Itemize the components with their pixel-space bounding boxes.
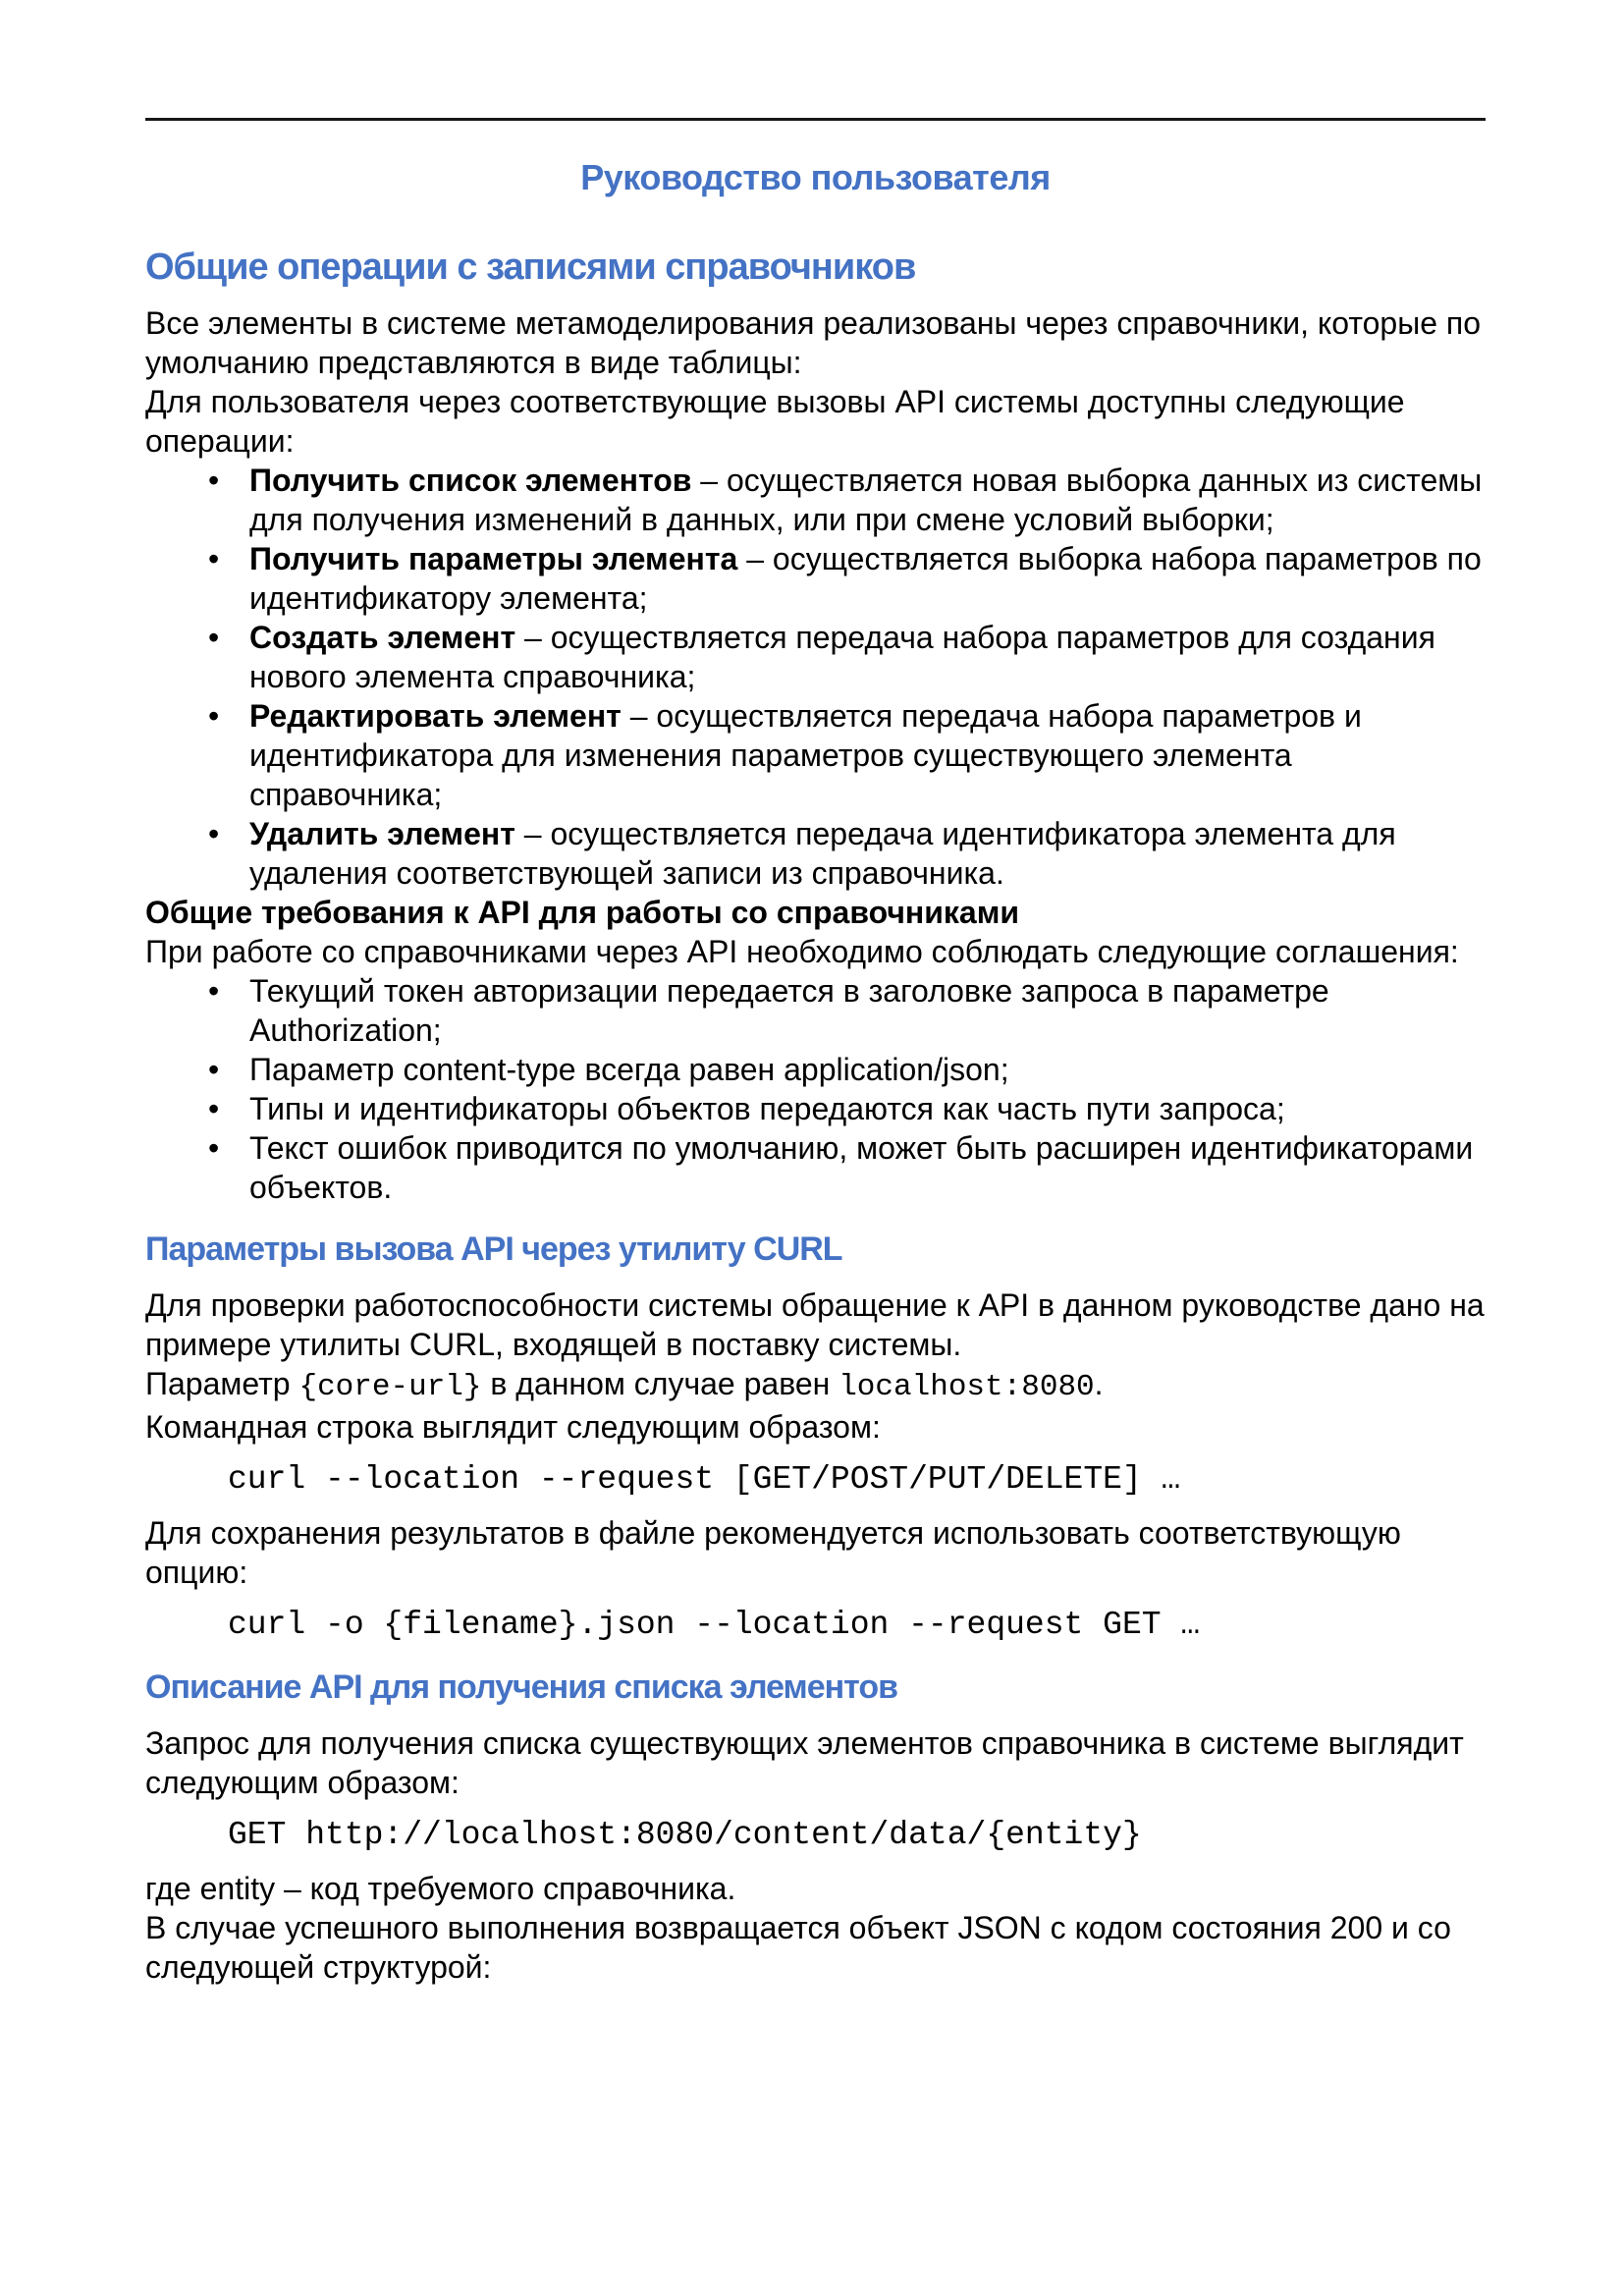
api-requirements-heading: Общие требования к API для работы со справочниками <box>145 895 1020 930</box>
code-curl-save-to-file: curl -o {filename}.json --location --request GET … <box>228 1607 1201 1643</box>
curl-paragraph-save-option: Для сохранения результатов в файле рекомендуется использовать соответствующую опцию: <box>145 1515 1401 1590</box>
list-item-text: – осуществляется передача идентификатора элемента для удаления соответствующей записи из справочника. <box>249 816 1396 891</box>
list-item-text: Типы и идентификаторы объектов передаются как часть пути запроса; <box>249 1091 1285 1126</box>
list-item-text: – осуществляется выборка набора параметров по идентификатору элемента; <box>249 541 1482 616</box>
list-item-text: – осуществляется передача набора параметров и идентификатора для изменения параметров существующего элемента справочника; <box>249 698 1362 812</box>
header-rule <box>145 118 1486 121</box>
list-api-section-heading: Описание API для получения списка элементов <box>145 1668 898 1706</box>
list-item-term: Редактировать элемент <box>249 698 622 734</box>
list-item-get-list <box>145 461 1486 539</box>
code-get-entity-request: GET http://localhost:8080/content/data/{entity} <box>228 1817 1142 1853</box>
list-item-text: Текст ошибок приводится по умолчанию, может быть расширен идентификаторами объектов. <box>249 1130 1474 1205</box>
list-item-text: Параметр content-type всегда равен application/json; <box>249 1052 1009 1087</box>
code-curl-request: curl --location --request [GET/POST/PUT/DELETE] … <box>228 1461 1181 1498</box>
list-item-text: Текущий токен авторизации передается в заголовке запроса в параметре Authorization; <box>249 973 1329 1048</box>
text-run: . <box>1094 1366 1104 1401</box>
list-api-paragraph-1: Запрос для получения списка существующих элементов справочника в системе выглядит следующим образом: <box>145 1725 1464 1800</box>
list-item-delete <box>145 814 1486 893</box>
list-item-create <box>145 618 1486 696</box>
curl-section-heading: Параметры вызова API через утилиту CURL <box>145 1230 842 1268</box>
inline-code-core-url: {core-url} <box>298 1370 482 1404</box>
list-item-content-type <box>145 1050 1486 1089</box>
list-item-ids-in-path <box>145 1089 1486 1128</box>
list-item-text: – осуществляется новая выборка данных из системы для получения изменений в данных, или при смене условий выборки; <box>249 463 1483 537</box>
requirements-list <box>145 971 1486 1207</box>
list-item-edit <box>145 696 1486 814</box>
curl-paragraph-command-line: Командная строка выглядит следующим образом: <box>145 1409 881 1445</box>
text-run: Параметр <box>145 1366 299 1401</box>
list-item-get-params <box>145 539 1486 618</box>
intro-paragraph-1: Все элементы в системе метамоделирования реализованы через справочники, которые по умолчанию представляются в виде таблицы: <box>145 305 1482 380</box>
curl-paragraph-1: Для проверки работоспособности системы обращение к API в данном руководстве дано на примере утилиты CURL, входящей в поставку системы. <box>145 1287 1485 1362</box>
list-item-text: – осуществляется передача набора параметров для создания нового элемента справочника; <box>249 620 1435 694</box>
section-heading-general-operations: Общие операции с записями справочников <box>145 246 916 288</box>
list-api-paragraph-entity: где entity – код требуемого справочника. <box>145 1871 736 1906</box>
intro-paragraph-2: Для пользователя через соответствующие вызовы API системы доступны следующие операции: <box>145 384 1405 459</box>
list-item-term: Удалить элемент <box>249 816 515 851</box>
list-item-token <box>145 971 1486 1050</box>
api-requirements-intro: При работе со справочниками через API необходимо соблюдать следующие соглашения: <box>145 934 1459 969</box>
text-run: в данном случае равен <box>481 1366 839 1401</box>
list-item-term: Получить список элементов <box>249 463 692 498</box>
operations-list <box>145 461 1486 893</box>
document-title: Руководство пользователя <box>580 157 1051 197</box>
list-api-paragraph-success: В случае успешного выполнения возвращается объект JSON с кодом состояния 200 и со следующей структурой: <box>145 1910 1451 1985</box>
curl-paragraph-core-url <box>145 1364 1486 1407</box>
list-item-term: Создать элемент <box>249 620 516 655</box>
list-item-error-text <box>145 1128 1486 1207</box>
inline-code-localhost: localhost:8080 <box>839 1370 1095 1404</box>
list-item-term: Получить параметры элемента <box>249 541 738 576</box>
